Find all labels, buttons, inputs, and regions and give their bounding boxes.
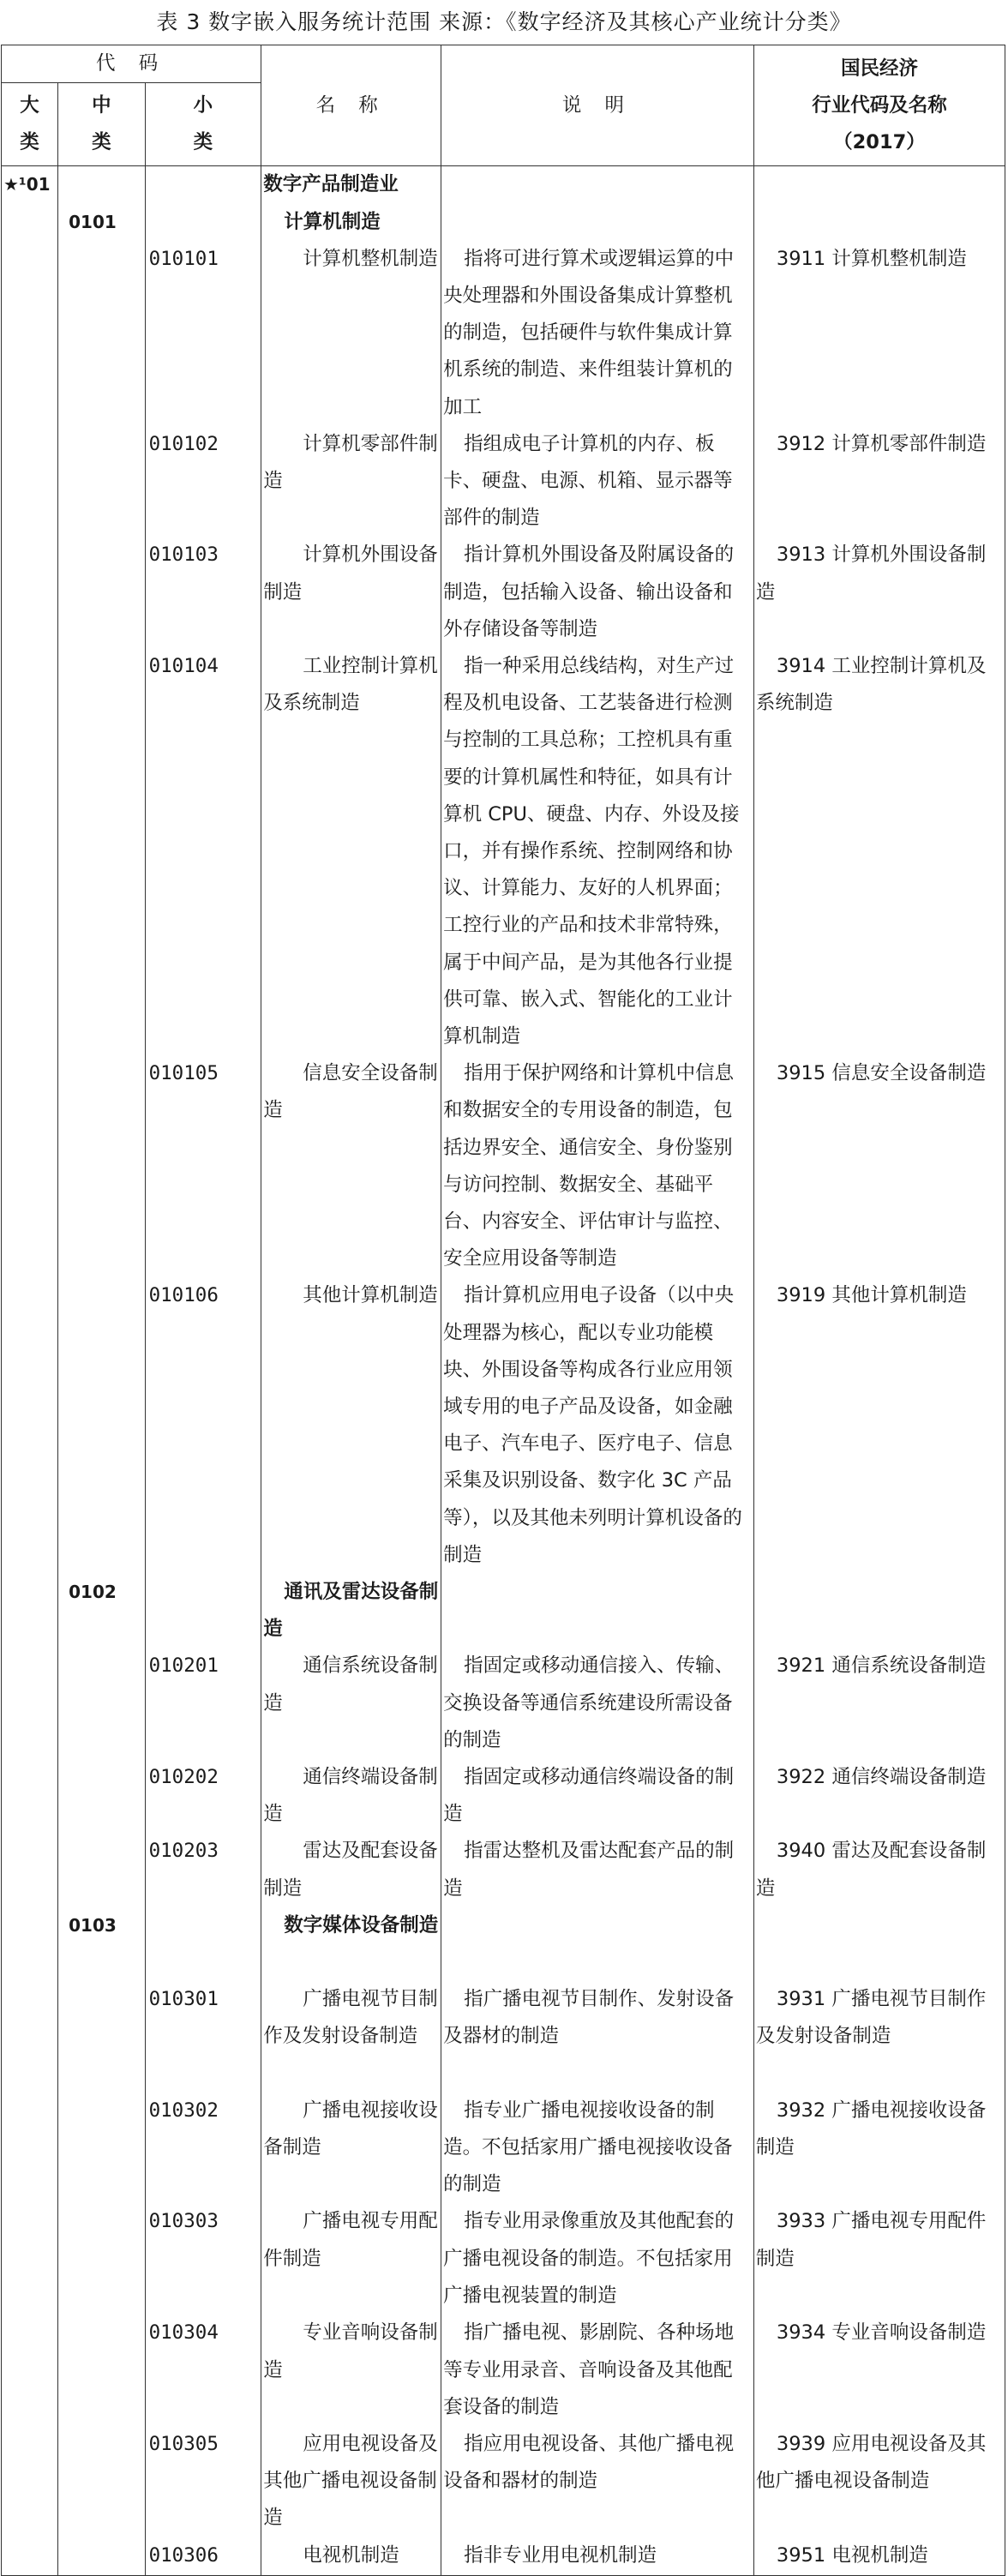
name-cell: 专业音响设备制造 bbox=[261, 2315, 441, 2426]
major-code-cell bbox=[2, 1907, 58, 1981]
major-code-cell bbox=[2, 2537, 58, 2575]
table-row bbox=[2, 2315, 1005, 2426]
mid-code-cell: 0103 bbox=[58, 1907, 145, 1981]
industry-cell: 3939 应用电视设备及其他广播电视设备制造 bbox=[753, 2426, 1005, 2537]
major-code-cell bbox=[2, 1981, 58, 2093]
desc-cell: 指组成电子计算机的内存、板卡、硬盘、电源、机箱、显示器等部件的制造 bbox=[441, 426, 754, 537]
industry-cell bbox=[753, 1907, 1005, 1981]
name-cell: 通信终端设备制造 bbox=[261, 1759, 441, 1833]
industry-cell: 3921 通信系统设备制造 bbox=[753, 1648, 1005, 1759]
major-code-cell bbox=[2, 2315, 58, 2426]
major-code-cell bbox=[2, 2426, 58, 2537]
desc-cell bbox=[441, 166, 754, 204]
table-row bbox=[2, 648, 1005, 1055]
industry-cell: 3912 计算机零部件制造 bbox=[753, 426, 1005, 537]
mid-code-cell bbox=[58, 2426, 145, 2537]
desc-cell: 指用于保护网络和计算机中信息和数据安全的专用设备的制造，包括边界安全、通信安全、身份鉴别与访问控制、数据安全、基础平台、内容安全、评估审计与监控、安全应用设备等制造 bbox=[441, 1055, 754, 1277]
mid-code-cell bbox=[58, 648, 145, 1055]
major-code-cell bbox=[2, 1277, 58, 1574]
table-row bbox=[2, 1648, 1005, 1759]
industry-cell: 3931 广播电视节目制作及发射设备制造 bbox=[753, 1981, 1005, 2093]
minor-code-cell: 010303 bbox=[145, 2203, 261, 2315]
mid-code-cell bbox=[58, 537, 145, 648]
industry-cell: 3951 电视机制造 bbox=[753, 2537, 1005, 2575]
minor-code-cell: 010101 bbox=[145, 241, 261, 426]
name-cell: 工业控制计算机及系统制造 bbox=[261, 648, 441, 1055]
industry-cell: 3919 其他计算机制造 bbox=[753, 1277, 1005, 1574]
mid-code-cell bbox=[58, 1981, 145, 2093]
name-cell: 其他计算机制造 bbox=[261, 1277, 441, 1574]
name-cell: 信息安全设备制造 bbox=[261, 1055, 441, 1277]
desc-cell: 指专业用录像重放及其他配套的广播电视设备的制造。不包括家用广播电视装置的制造 bbox=[441, 2203, 754, 2315]
desc-cell bbox=[441, 1574, 754, 1648]
name-cell: 通信系统设备制造 bbox=[261, 1648, 441, 1759]
table-row bbox=[2, 1981, 1005, 2093]
major-code-cell: ★¹01 bbox=[2, 166, 58, 204]
major-code-cell bbox=[2, 537, 58, 648]
mid-code-cell bbox=[58, 166, 145, 204]
industry-cell: 3940 雷达及配套设备制造 bbox=[753, 1833, 1005, 1906]
major-code-cell bbox=[2, 241, 58, 426]
desc-cell: 指固定或移动通信终端设备的制造 bbox=[441, 1759, 754, 1833]
industry-cell: 3914 工业控制计算机及系统制造 bbox=[753, 648, 1005, 1055]
industry-cell: 3922 通信终端设备制造 bbox=[753, 1759, 1005, 1833]
industry-cell: 3911 计算机整机制造 bbox=[753, 241, 1005, 426]
table-row bbox=[2, 2537, 1005, 2575]
major-code-cell bbox=[2, 1648, 58, 1759]
mid-code-cell bbox=[58, 2203, 145, 2315]
industry-cell bbox=[753, 166, 1005, 204]
name-cell: 计算机制造 bbox=[261, 204, 441, 241]
table-row bbox=[2, 1907, 1005, 1981]
major-code-cell bbox=[2, 1833, 58, 1906]
desc-cell: 指非专业用电视机制造 bbox=[441, 2537, 754, 2575]
minor-code-cell: 010301 bbox=[145, 1981, 261, 2093]
minor-code-cell: 010102 bbox=[145, 426, 261, 537]
desc-cell: 指广播电视、影剧院、各种场地等专业用录音、音响设备及其他配套设备的制造 bbox=[441, 2315, 754, 2426]
header-minor: 小 类 bbox=[145, 83, 261, 166]
header-name: 名 称 bbox=[261, 45, 441, 166]
mid-code-cell bbox=[58, 1055, 145, 1277]
major-code-cell bbox=[2, 2203, 58, 2315]
desc-cell: 指雷达整机及雷达配套产品的制造 bbox=[441, 1833, 754, 1906]
desc-cell: 指固定或移动通信接入、传输、交换设备等通信系统建设所需设备的制造 bbox=[441, 1648, 754, 1759]
minor-code-cell bbox=[145, 166, 261, 204]
industry-cell: 3934 专业音响设备制造 bbox=[753, 2315, 1005, 2426]
desc-cell bbox=[441, 204, 754, 241]
major-code-cell bbox=[2, 648, 58, 1055]
minor-code-cell: 010103 bbox=[145, 537, 261, 648]
mid-code-cell bbox=[58, 2093, 145, 2204]
header-major: 大 类 bbox=[2, 83, 58, 166]
minor-code-cell bbox=[145, 1574, 261, 1648]
name-cell: 数字媒体设备制造 bbox=[261, 1907, 441, 1981]
desc-cell: 指广播电视节目制作、发射设备及器材的制造 bbox=[441, 1981, 754, 2093]
name-cell: 计算机整机制造 bbox=[261, 241, 441, 426]
classification-table bbox=[1, 45, 1005, 2576]
major-code-cell bbox=[2, 426, 58, 537]
name-cell: 电视机制造 bbox=[261, 2537, 441, 2575]
header-desc: 说 明 bbox=[441, 45, 754, 166]
mid-code-cell bbox=[58, 1759, 145, 1833]
minor-code-cell: 010306 bbox=[145, 2537, 261, 2575]
major-code-cell bbox=[2, 1055, 58, 1277]
major-code-cell bbox=[2, 1759, 58, 1833]
name-cell: 通讯及雷达设备制造 bbox=[261, 1574, 441, 1648]
major-code-cell bbox=[2, 204, 58, 241]
minor-code-cell: 010201 bbox=[145, 1648, 261, 1759]
table-row bbox=[2, 1574, 1005, 1648]
table-row bbox=[2, 537, 1005, 648]
industry-cell: 3915 信息安全设备制造 bbox=[753, 1055, 1005, 1277]
minor-code-cell: 010304 bbox=[145, 2315, 261, 2426]
desc-cell: 指一种采用总线结构，对生产过程及机电设备、工艺装备进行检测与控制的工具总称；工控机具有重要的计算机属性和特征，如具有计算机 CPU、硬盘、内存、外设及接口，并有操作系统、控制网络和协议、计算能力、友好的人机界面；工控行业的产品和技术非常特殊，属于中间产品，是为其他各行业提供可靠、嵌入式、智能化的工业计算机制造 bbox=[441, 648, 754, 1055]
desc-cell: 指计算机外围设备及附属设备的制造，包括输入设备、输出设备和外存储设备等制造 bbox=[441, 537, 754, 648]
industry-cell: 3913 计算机外围设备制造 bbox=[753, 537, 1005, 648]
name-cell: 数字产品制造业 bbox=[261, 166, 441, 204]
mid-code-cell bbox=[58, 1648, 145, 1759]
table-row bbox=[2, 1833, 1005, 1906]
table-caption: 表 3 数字嵌入服务统计范围 来源：《数字经济及其核心产业统计分类》 bbox=[156, 9, 852, 34]
minor-code-cell: 010302 bbox=[145, 2093, 261, 2204]
name-cell: 广播电视节目制作及发射设备制造 bbox=[261, 1981, 441, 2093]
table-row bbox=[2, 204, 1005, 241]
desc-cell: 指专业广播电视接收设备的制造。不包括家用广播电视接收设备的制造 bbox=[441, 2093, 754, 2204]
mid-code-cell bbox=[58, 2315, 145, 2426]
mid-code-cell: 0101 bbox=[58, 204, 145, 241]
header-industry bbox=[753, 45, 1005, 166]
mid-code-cell bbox=[58, 1833, 145, 1906]
minor-code-cell: 010106 bbox=[145, 1277, 261, 1574]
header-mid: 中 类 bbox=[58, 83, 145, 166]
name-cell: 雷达及配套设备制造 bbox=[261, 1833, 441, 1906]
table-row bbox=[2, 2093, 1005, 2204]
name-cell: 广播电视接收设备制造 bbox=[261, 2093, 441, 2204]
industry-cell bbox=[753, 1574, 1005, 1648]
table-row bbox=[2, 166, 1005, 204]
table-body bbox=[2, 166, 1005, 2576]
table-row bbox=[2, 1759, 1005, 1833]
industry-cell bbox=[753, 204, 1005, 241]
table-row bbox=[2, 1277, 1005, 1574]
desc-cell: 指应用电视设备、其他广播电视设备和器材的制造 bbox=[441, 2426, 754, 2537]
mid-code-cell bbox=[58, 2537, 145, 2575]
table-row bbox=[2, 426, 1005, 537]
industry-cell: 3933 广播电视专用配件制造 bbox=[753, 2203, 1005, 2315]
minor-code-cell: 010104 bbox=[145, 648, 261, 1055]
minor-code-cell: 010105 bbox=[145, 1055, 261, 1277]
name-cell: 应用电视设备及其他广播电视设备制造 bbox=[261, 2426, 441, 2537]
mid-code-cell: 0102 bbox=[58, 1574, 145, 1648]
header-code-group: 代 码 bbox=[2, 45, 261, 83]
minor-code-cell: 010202 bbox=[145, 1759, 261, 1833]
major-code-cell bbox=[2, 1574, 58, 1648]
name-cell: 广播电视专用配件制造 bbox=[261, 2203, 441, 2315]
mid-code-cell bbox=[58, 1277, 145, 1574]
name-cell: 计算机零部件制造 bbox=[261, 426, 441, 537]
table-row bbox=[2, 1055, 1005, 1277]
table-row bbox=[2, 2203, 1005, 2315]
mid-code-cell bbox=[58, 426, 145, 537]
minor-code-cell bbox=[145, 204, 261, 241]
desc-cell: 指将可进行算术或逻辑运算的中央处理器和外围设备集成计算整机的制造，包括硬件与软件集成计算机系统的制造、来件组装计算机的加工 bbox=[441, 241, 754, 426]
desc-cell bbox=[441, 1907, 754, 1981]
industry-cell: 3932 广播电视接收设备制造 bbox=[753, 2093, 1005, 2204]
table-row bbox=[2, 2426, 1005, 2537]
minor-code-cell: 010305 bbox=[145, 2426, 261, 2537]
major-code-cell bbox=[2, 2093, 58, 2204]
mid-code-cell bbox=[58, 241, 145, 426]
header-industry-text: 国民经济 行业代码及名称 （2017） bbox=[812, 57, 947, 153]
desc-cell: 指计算机应用电子设备（以中央处理器为核心，配以专业功能模块、外围设备等构成各行业应用领域专用的电子产品及设备，如金融电子、汽车电子、医疗电子、信息采集及识别设备、数字化 3C 产品等），以及其他未列明计算机设备的制造 bbox=[441, 1277, 754, 1574]
table-row bbox=[2, 241, 1005, 426]
name-cell: 计算机外围设备制造 bbox=[261, 537, 441, 648]
minor-code-cell: 010203 bbox=[145, 1833, 261, 1906]
minor-code-cell bbox=[145, 1907, 261, 1981]
